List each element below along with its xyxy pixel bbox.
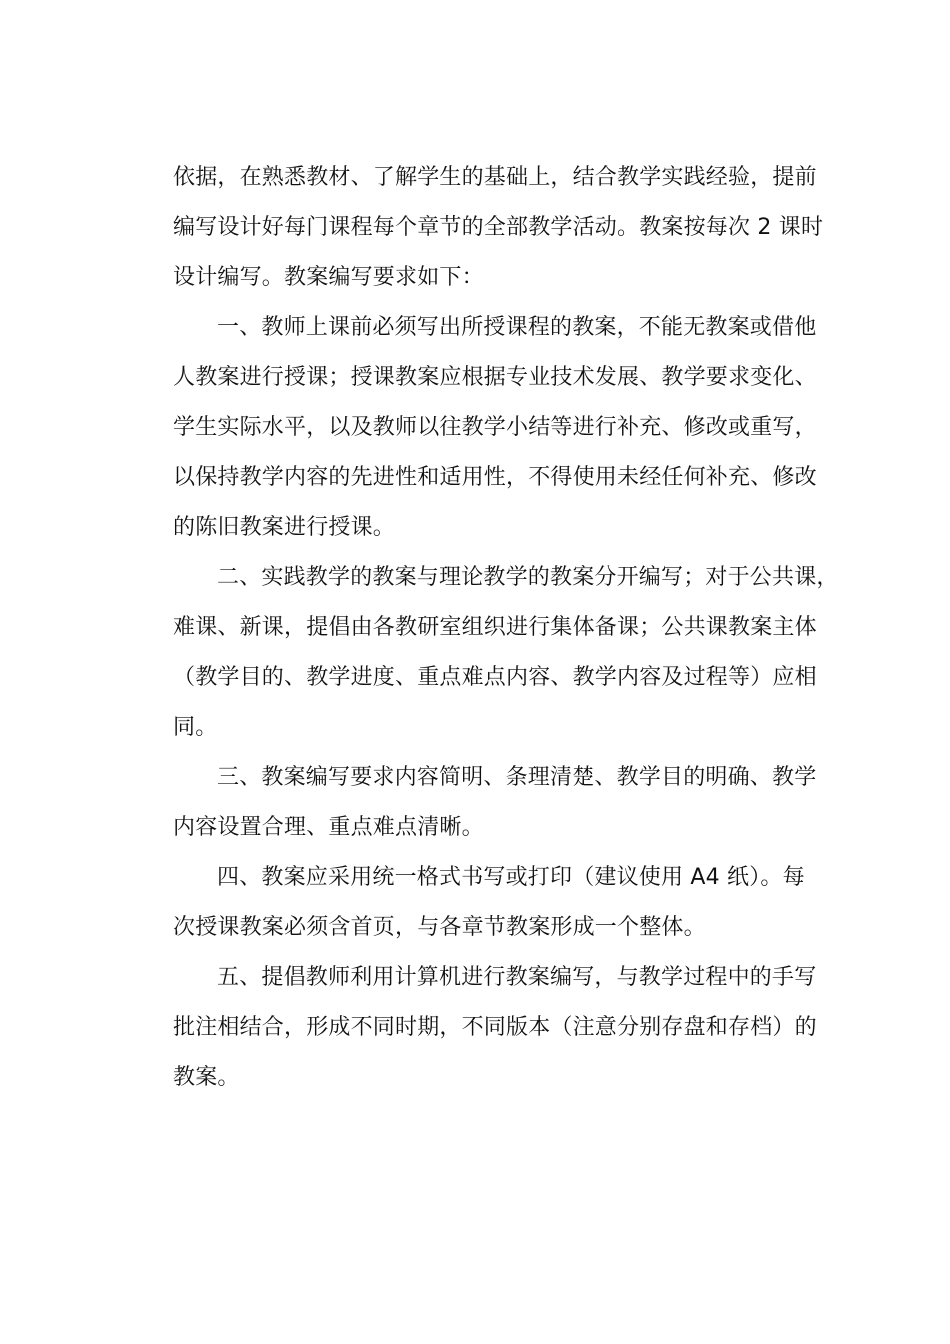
paragraph-line: 五、提倡教师利用计算机进行教案编写，与教学过程中的手写 xyxy=(217,965,817,990)
paragraph-item-2 xyxy=(173,553,839,753)
paragraph-intro xyxy=(173,153,833,303)
paragraph-line: 的陈旧教案进行授课。 xyxy=(173,515,396,540)
paragraph-line: （教学目的、教学进度、重点难点内容、教学内容及过程等）应相 xyxy=(173,665,817,690)
paragraph-line: 教案。 xyxy=(173,1065,240,1090)
paragraph-line: 设计编写。教案编写要求如下： xyxy=(173,265,484,290)
paragraph-item-4 xyxy=(173,853,833,953)
paragraph-line: 一、教师上课前必须写出所授课程的教案，不能无教案或借他 xyxy=(217,315,817,340)
paragraph-line: 编写设计好每门课程每个章节的全部教学活动。教案按每次 2 课时 xyxy=(173,215,824,240)
paragraph-line: 学生实际水平，以及教师以往教学小结等进行补充、修改或重写， xyxy=(173,415,817,440)
paragraph-line: 同。 xyxy=(173,715,218,740)
paragraph-item-5 xyxy=(173,953,833,1103)
paragraph-line: 二、实践教学的教案与理论教学的教案分开编写；对于公共课， xyxy=(217,565,839,590)
paragraph-line: 依据，在熟悉教材、了解学生的基础上，结合教学实践经验，提前 xyxy=(173,165,817,190)
paragraph-line: 次授课教案必须含首页，与各章节教案形成一个整体。 xyxy=(173,915,706,940)
document-body xyxy=(173,153,839,1103)
paragraph-item-3 xyxy=(173,753,833,853)
paragraph-line: 内容设置合理、重点难点清晰。 xyxy=(173,815,484,840)
paragraph-line: 批注相结合，形成不同时期，不同版本（注意分别存盘和存档）的 xyxy=(173,1015,817,1040)
paragraph-line: 难课、新课，提倡由各教研室组织进行集体备课；公共课教案主体 xyxy=(173,615,817,640)
paragraph-line: 以保持教学内容的先进性和适用性，不得使用未经任何补充、修改 xyxy=(173,465,817,490)
paragraph-line: 四、教案应采用统一格式书写或打印（建议使用 A4 纸）。每 xyxy=(217,865,805,890)
paragraph-line: 人教案进行授课；授课教案应根据专业技术发展、教学要求变化、 xyxy=(173,365,817,390)
paragraph-line: 三、教案编写要求内容简明、条理清楚、教学目的明确、教学 xyxy=(217,765,817,790)
paragraph-item-1 xyxy=(173,303,833,553)
